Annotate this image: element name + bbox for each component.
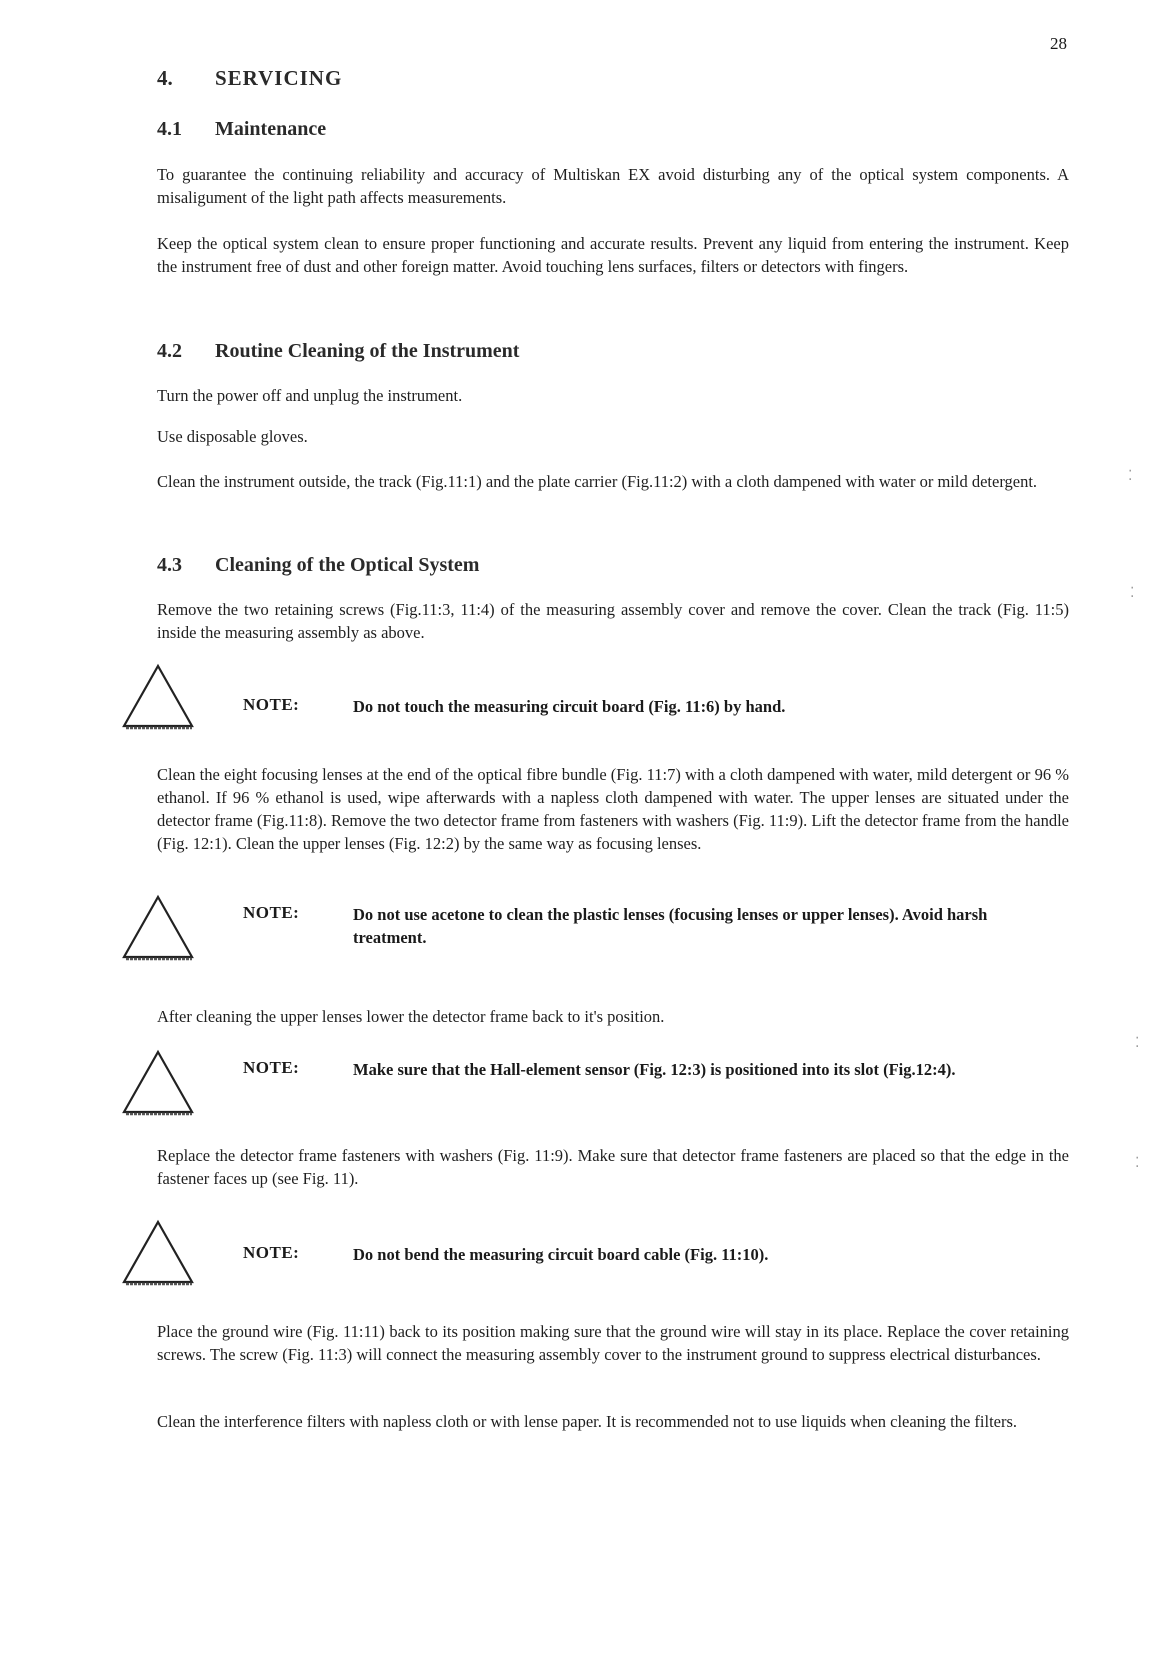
- subsection-number: 4.2: [157, 340, 182, 362]
- subsection-number: 4.3: [157, 554, 182, 576]
- maintenance-paragraph-2: Keep the optical system clean to ensure proper functioning and accurate results. Prevent any liquid from entering the instrument. Keep the instrument free of dust and other foreign matter. Avoid touching lens surfaces, filters or detectors with fingers.: [157, 234, 1069, 276]
- note-label: NOTE:: [243, 1058, 300, 1077]
- subsection-number: 4.1: [157, 118, 182, 140]
- maintenance-paragraph-1: To guarantee the continuing reliability and accuracy of Multiskan EX avoid disturbing any of the optical system components. A misaligument of the light path affects measurements.: [157, 165, 1069, 207]
- scan-speck: ⁚: [1128, 469, 1133, 484]
- scan-speck: ⁚: [1135, 1036, 1140, 1051]
- note-label: NOTE:: [243, 695, 300, 714]
- warning-triangle-icon: [120, 893, 196, 963]
- optical-cleaning-paragraph-4: Replace the detector frame fasteners with washers (Fig. 11:9). Make sure that detector frame fasteners are placed so that the edge in the fastener faces up (see Fig. 11).: [157, 1146, 1069, 1188]
- section-heading-servicing: [157, 66, 342, 91]
- note-text: Do not use acetone to clean the plastic lenses (focusing lenses or upper lenses). Avoid harsh treatment.: [353, 905, 988, 947]
- routine-cleaning-paragraph-3: Clean the instrument outside, the track (Fig.11:1) and the plate carrier (Fig.11:2) with a cloth dampened with water or mild detergent.: [157, 472, 1038, 491]
- routine-cleaning-paragraph-2: Use disposable gloves.: [157, 427, 308, 446]
- warning-triangle-icon: [120, 1048, 196, 1118]
- warning-triangle-icon: [120, 1218, 196, 1288]
- scan-speck: ⁚: [1135, 1156, 1140, 1171]
- section-number: 4.: [157, 66, 173, 90]
- subsection-heading-optical-cleaning: [157, 554, 479, 577]
- note-label: NOTE:: [243, 903, 300, 922]
- subsection-title: Maintenance: [215, 118, 327, 140]
- scan-speck: ⁚: [1130, 586, 1135, 601]
- subsection-title: Cleaning of the Optical System: [215, 554, 480, 576]
- optical-cleaning-paragraph-1: Remove the two retaining screws (Fig.11:3, 11:4) of the measuring assembly cover and remove the cover. Clean the track (Fig. 11:5) inside the measuring assembly as above.: [157, 600, 1069, 642]
- page-number: 28: [1050, 34, 1067, 53]
- routine-cleaning-paragraph-1: Turn the power off and unplug the instrument.: [157, 386, 463, 405]
- subsection-heading-routine-cleaning: [157, 340, 519, 363]
- note-text: Do not touch the measuring circuit board (Fig. 11:6) by hand.: [353, 697, 786, 716]
- note-label: NOTE:: [243, 1243, 300, 1262]
- optical-cleaning-paragraph-3: After cleaning the upper lenses lower the detector frame back to it's position.: [157, 1007, 665, 1026]
- subsection-title: Routine Cleaning of the Instrument: [215, 340, 520, 362]
- optical-cleaning-paragraph-2: Clean the eight focusing lenses at the end of the optical fibre bundle (Fig. 11:7) with a cloth dampened with water, mild detergent or 96 % ethanol. If 96 % ethanol is used, wipe afterwards with a napless cloth dampened with water. The upper lenses are situated under the detector frame (Fig.11:8). Remove the two detector frame from fasteners with washers (Fig. 11:9). Lift the detector frame from the handle (Fig. 12:1). Clean the upper lenses (Fig. 12:2) by the same way as focusing lenses.: [157, 765, 1069, 853]
- optical-cleaning-paragraph-6: Clean the interference filters with napless cloth or with lense paper. It is recommended not to use liquids when cleaning the filters.: [157, 1412, 1018, 1431]
- note-text: Do not bend the measuring circuit board cable (Fig. 11:10).: [353, 1245, 769, 1264]
- section-title: SERVICING: [215, 66, 343, 90]
- subsection-heading-maintenance: [157, 118, 326, 141]
- optical-cleaning-paragraph-5: Place the ground wire (Fig. 11:11) back to its position making sure that the ground wire will stay in its place. Replace the cover retaining screws. The screw (Fig. 11:3) will connect the measuring assembly cover to the instrument ground to suppress electrical disturbances.: [157, 1322, 1069, 1364]
- note-text: Make sure that the Hall-element sensor (Fig. 12:3) is positioned into its slot (Fig.12:4).: [353, 1060, 956, 1079]
- warning-triangle-icon: [120, 662, 196, 732]
